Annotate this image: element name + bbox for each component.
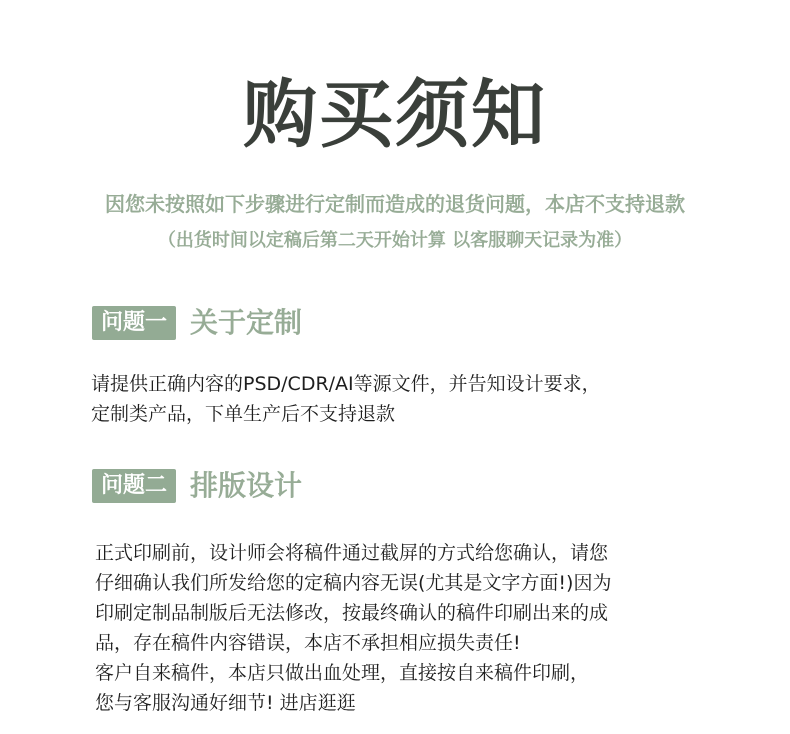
section-1-body (91, 369, 601, 429)
notice-subtitle: 因您未按照如下步骤进行定制而造成的退货问题，本店不支持退款 (105, 192, 685, 216)
section-2-line: 印刷定制品制版后无法修改，按最终确认的稿件印刷出来的成 (95, 602, 609, 624)
section-2-line: 正式印刷前，设计师会将稿件通过截屏的方式给您确认，请您 (95, 542, 609, 564)
section-2-line: 仔细确认我们所发给您的定稿内容无误(尤其是文字方面!)因为 (95, 572, 612, 594)
section-2-badge: 问题二 (92, 469, 176, 503)
section-2-line: 您与客服沟通好细节! 进店逛逛 (95, 692, 356, 714)
section-1-header (92, 306, 302, 340)
section-2-body (95, 538, 611, 718)
section-2-header (92, 469, 302, 503)
shipping-note: （出货时间以定稿后第二天开始计算 以客服聊天记录为准） (157, 230, 633, 251)
section-2-line: 品，存在稿件内容错误，本店不承担相应损失责任! (95, 632, 521, 654)
section-1-line: 请提供正确内容的PSD/CDR/AI等源文件，并告知设计要求， (91, 373, 601, 395)
section-2-title: 排版设计 (190, 469, 303, 502)
section-1-badge: 问题一 (92, 306, 176, 340)
section-1-line: 定制类产品，下单生产后不支持退款 (91, 403, 396, 425)
section-1-title: 关于定制 (190, 306, 303, 339)
page-title: 购买须知 (243, 72, 547, 158)
section-2-line: 客户自来稿件，本店只做出血处理，直接按自来稿件印刷， (95, 662, 590, 684)
